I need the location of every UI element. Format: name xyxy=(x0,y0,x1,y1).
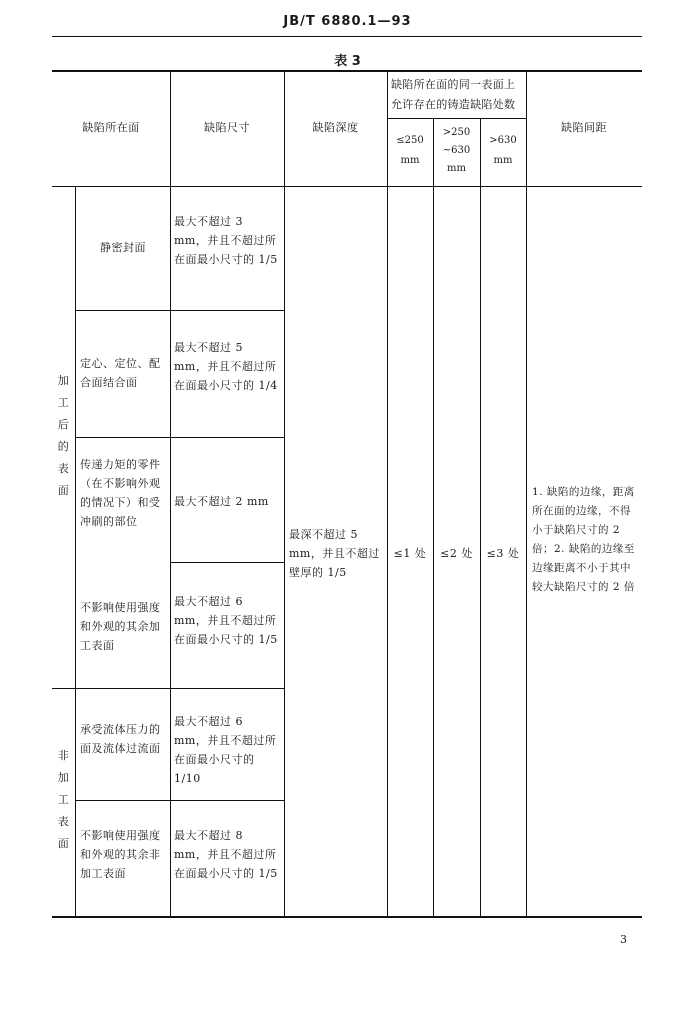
count-col-rule-2 xyxy=(480,118,481,916)
row-2-size: 最大不超过 5 mm，并且不超过所在面最小尺寸的 1/4 xyxy=(174,341,278,392)
table-title: 表 3 xyxy=(334,54,361,69)
size-col-rule xyxy=(284,70,285,916)
row-rule-5 xyxy=(75,800,284,801)
standard-number: JB/T 6880.1—93 xyxy=(283,14,412,29)
depth-col-rule xyxy=(387,70,388,916)
spacing-value: 1. 缺陷的边缘，距离所在面的边缘，不得小于缺陷尺寸的 2 倍；2. 缺陷的边缘至边缘距离不小于其中较大缺陷尺寸的 2 倍 xyxy=(532,486,635,593)
header-size: 缺陷尺寸 xyxy=(204,121,250,134)
row-6-size: 最大不超过 8 mm，并且不超过所在面最小尺寸的 1/5 xyxy=(174,829,278,880)
header-surface: 缺陷所在面 xyxy=(82,121,140,134)
header-rule xyxy=(52,36,642,37)
count-value-1: ≤1 处 xyxy=(393,547,427,560)
count-sub-2-bottom: mm xyxy=(447,163,466,174)
row-6-surface: 不影响使用强度和外观的其余非加工表面 xyxy=(80,829,161,880)
surface-col-rule xyxy=(170,70,171,916)
row-rule-2 xyxy=(75,437,284,438)
count-sub-3-bottom: mm xyxy=(493,155,513,166)
depth-value: 最深不超过 5 mm，并且不超过壁厚的 1/5 xyxy=(289,528,380,579)
header-bottom-rule xyxy=(52,186,642,187)
row-rule-1 xyxy=(75,310,284,311)
row-3-surface: 传递力矩的零件（在不影响外观的情况下）和受冲刷的部位 xyxy=(80,458,161,528)
header-count-sub-3 xyxy=(480,134,526,168)
row-4-size: 最大不超过 6 mm，并且不超过所在面最小尺寸的 1/5 xyxy=(174,595,278,646)
count-sub-3-top: >630 xyxy=(489,135,517,146)
row-4-surface: 不影响使用强度和外观的其余加工表面 xyxy=(80,601,161,652)
header-count-sub-1 xyxy=(387,134,433,168)
row-rule-3 xyxy=(170,562,284,563)
page-number: 3 xyxy=(620,933,628,946)
subheader-rule xyxy=(387,118,526,119)
row-1-size: 最大不超过 3 mm，并且不超过所在面最小尺寸的 1/5 xyxy=(174,215,278,266)
row-1-surface: 静密封面 xyxy=(100,241,146,254)
group-rule xyxy=(52,688,284,689)
row-2-surface: 定心、定位、配合面结合面 xyxy=(80,357,161,389)
header-depth: 缺陷深度 xyxy=(312,121,359,134)
count-sub-1-bottom: mm xyxy=(400,155,420,166)
group-col-rule xyxy=(75,186,76,916)
count-col-rule-3 xyxy=(526,70,527,916)
count-value-3: ≤3 处 xyxy=(486,547,520,560)
header-count-group: 缺陷所在面的同一表面上允许存在的铸造缺陷处数 xyxy=(391,78,516,111)
group-label-machined: 加 工 后 的 表 面 xyxy=(57,374,70,497)
count-sub-2-mid: ~630 xyxy=(442,145,471,156)
row-5-surface: 承受流体压力的面及流体过流面 xyxy=(80,723,161,755)
count-col-rule-1 xyxy=(433,118,434,916)
header-spacing: 缺陷间距 xyxy=(561,121,607,134)
count-sub-2-top: >250 xyxy=(442,127,471,138)
count-sub-1-top: ≤250 xyxy=(396,135,424,146)
count-value-2: ≤2 处 xyxy=(440,547,473,560)
header-count-sub-2 xyxy=(433,126,480,176)
row-3-size: 最大不超过 2 mm xyxy=(174,495,269,508)
table-top-rule xyxy=(52,70,642,72)
row-5-size: 最大不超过 6 mm，并且不超过所在面最小尺寸的 1/10 xyxy=(174,715,277,785)
table-bottom-rule xyxy=(52,916,642,918)
group-label-unmachined: 非 加 工 表 面 xyxy=(57,749,70,850)
